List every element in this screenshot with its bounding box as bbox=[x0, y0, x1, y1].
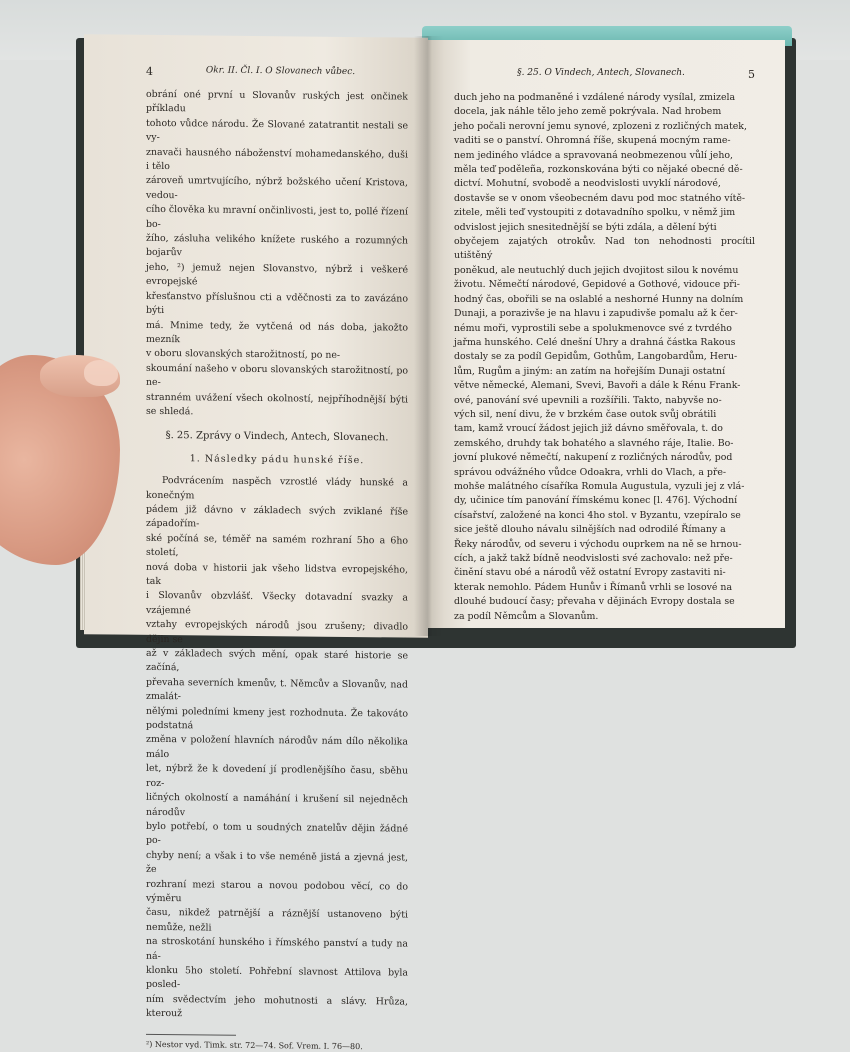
text-line: nová doba v historii jak všeho lidstva evropejského, tak bbox=[146, 561, 408, 588]
text-line: jeho počali nerovní jemu synové, zplozeni z rozličných matek, bbox=[454, 120, 747, 132]
text-line: stranném uvážení všech okolností, nejpříhodnější býti se shledá. bbox=[146, 391, 408, 418]
text-line: má. Mnime tedy, že vytčená od nás doba, jakožto mezník bbox=[146, 319, 408, 346]
text-line: jovní plukové němečtí, nakupení z rozličných národův, pod bbox=[454, 452, 733, 464]
left-page-text bbox=[146, 88, 408, 1024]
text-line: větve německé, Alemani, Svevi, Bavoři a dále k Rénu Frank- bbox=[454, 380, 741, 392]
text-line: vých sil, není divu, že v brzkém čase outok svůj obrátili bbox=[454, 408, 717, 420]
left-page bbox=[84, 34, 428, 1051]
text-line: dostaly se za podíl Gepidům, Gothům, Langobardům, Heru- bbox=[454, 351, 738, 363]
right-page bbox=[428, 40, 785, 628]
text-line: za podíl Němcům a Slovanům. bbox=[454, 610, 599, 622]
text-line: tam, kamž vroucí žádost jejich již dávno směřovala, t. do bbox=[454, 423, 723, 435]
text-line: bylo potřebí, o tom u soudných znatelův dějin žádné po- bbox=[146, 820, 408, 847]
text-line: ním svědectvím jeho mohutnosti a slávy. Hrůza, kterouž bbox=[146, 993, 408, 1020]
text-line: tohoto vůdce národu. Že Slované zatatrantit nestali se vy- bbox=[146, 117, 408, 144]
text-line: až v základech svých mění, opak staré historie se začíná, bbox=[146, 647, 408, 674]
text-line: docela, jak náhle tělo jeho země pokrývala. Nad hrobem bbox=[454, 106, 722, 118]
text-line: znavači hausného náboženství mohamedanského, duši i tělo bbox=[146, 146, 408, 173]
text-line: obrání oné první u Slovanův ruských jest ončinek příkladu bbox=[146, 88, 408, 115]
subsection-title: 1. Následky pádu hunské říše. bbox=[189, 453, 365, 466]
text-line: nělými poledními kmeny jest rozhodnuta. Že takováto podstatná bbox=[146, 705, 408, 732]
text-line: dy, učinice tím panování římskému konec [l. 476]. Východní bbox=[454, 495, 738, 507]
text-line: ličných okolností a namáhání i krušení sil nejedněch národův bbox=[146, 791, 408, 818]
right-running-head: §. 25. O Vindech, Antech, Slovanech. bbox=[517, 68, 685, 78]
text-line: kterak nemohlo. Pádem Hunův i Římanů vrhli se losové na bbox=[454, 581, 733, 593]
right-page-text bbox=[454, 91, 755, 624]
text-line: Dunaji, a porazivše je na hlavu i zapudivše pomalu až k čer- bbox=[454, 308, 738, 320]
text-line: sice ještě dlouho návalu silnějších nad odrodilé Římany a bbox=[454, 524, 726, 536]
text-line: Podvrácením naspěch vzrostlé vlády hunské a konečným bbox=[146, 475, 408, 501]
thumbnail-nail bbox=[84, 360, 118, 386]
text-line: dlouhé budoucí časy; převaha v dějinách Evropy dostala se bbox=[454, 596, 735, 608]
text-line: dostavše se v onom všeobecném davu pod moc statného vítě- bbox=[454, 192, 746, 204]
text-line: chyby není; a však i to vše neméně jistá a zjevná jest, že bbox=[146, 849, 408, 876]
left-text-body bbox=[146, 474, 408, 1024]
text-line: jeho, ²) jemuž nejen Slovanstvo, nýbrž i veškeré evropejské bbox=[146, 261, 408, 288]
footnote: ²) Nestor vyd. Timk. str. 72—74. Sof. Vrem. I. 76—80. bbox=[146, 1039, 363, 1051]
right-page-header bbox=[454, 68, 755, 81]
text-line: Řeky národův, od severu i východu ouprkem na ně se hrnou- bbox=[454, 538, 742, 550]
left-page-header bbox=[146, 65, 408, 81]
right-page-number: 5 bbox=[747, 68, 755, 81]
text-line: vztahy evropejských národů jsou zrušeny; divadlo dějin se bbox=[146, 619, 408, 645]
text-line: hodný čas, obořili se na oslablé a neshorné Hunny na dolním bbox=[454, 293, 744, 305]
text-line: zemského, druhdy tak bohatého a slavného ráje, Italie. Bo- bbox=[454, 437, 734, 449]
footnote-rule bbox=[146, 1033, 236, 1035]
text-line: životu. Němečtí národové, Gepidové a Gothové, vidouce při- bbox=[454, 279, 740, 291]
text-line: času, nikdež patrnější a ráznější ustanoveno býti nemůže, nežli bbox=[146, 907, 408, 934]
text-line: jařma hunského. Celé dnešní Uhry a drahná částka Rakous bbox=[454, 336, 736, 348]
text-line: odvislost jejich snesitednější se býti zdála, a dělení býti bbox=[454, 221, 717, 233]
text-line: nému moři, vyprostili sebe a spolukmenovce své z tvrdého bbox=[454, 322, 732, 334]
text-line: žího, zásluha velikého knížete ruského a rozumných bojarův bbox=[146, 232, 408, 259]
text-line: mohše malátného císaříka Romula Augustula, vyzuli jej z vlá- bbox=[454, 480, 745, 492]
left-text-top bbox=[146, 88, 408, 422]
text-line: skoumání našeho v oboru slovanských starožitností, po ne- bbox=[146, 362, 408, 389]
text-line: křesťanstvo příslušnou cti a vděčnosti za to zavázáno býti bbox=[146, 290, 408, 317]
text-line: císařství, založené na konci 4ho stol. v Byzantu, vzepíralo se bbox=[454, 509, 741, 521]
text-line: převaha severních kmenův, t. Němcův a Slovanův, nad zmalát- bbox=[146, 676, 408, 703]
text-line: duch jeho na podmaněné i vzdálené národy vysílal, zmizela bbox=[454, 92, 736, 103]
text-line: vaditi se o panství. Ohromná říše, skupená mocným rame- bbox=[454, 135, 731, 147]
text-line: měla teď poděleña, rozkonskována býti co nějaké obecné dě- bbox=[454, 164, 743, 176]
text-line: let, nýbrž že k dovedení jí prodlenějšího času, sběhu roz- bbox=[146, 763, 408, 789]
text-line: rozhraní mezi starou a novou podobou věcí, co do výměru bbox=[146, 878, 408, 905]
text-line: zitele, měli teď vystoupiti z dotavadního spolku, v němž jim bbox=[454, 207, 736, 219]
text-line: v oboru slovanských starožitností, po ne- bbox=[146, 348, 341, 362]
text-line: zároveň umrtvujícího, nýbrž božského učení Kristova, vedou- bbox=[146, 175, 408, 202]
text-line: dictví. Mohutní, svobodě a neodvislosti uvyklí národové, bbox=[454, 178, 721, 190]
text-line: změna v položení hlavních národův nám dílo několika málo bbox=[146, 734, 408, 760]
text-line: i Slovanův obzvlášť. Všecky dotavadní svazky a vzájemné bbox=[146, 590, 408, 617]
left-page-number: 4 bbox=[146, 64, 153, 78]
text-line: obyčejem zajatých otrokův. Nad ton nehodnosti procítil utištěný bbox=[454, 236, 755, 262]
text-line: ové, panování své upevnili a rozšířili. Takto, nabyvše no- bbox=[454, 394, 722, 406]
text-line: klonku 5ho století. Pohřební slavnost Attilova byla posled- bbox=[146, 964, 408, 991]
text-line: pádem již dávno v základech svých zviklané říše západořím- bbox=[146, 503, 408, 530]
section-title: §. 25. Zprávy o Vindech, Antech, Slovanech. bbox=[165, 430, 389, 444]
text-line: činění stavu obé a národů věž ostatní Evropy zastaviti ni- bbox=[454, 567, 726, 579]
text-line: ské počíná se, téměř na samém rozhraní 5ho a 6ho století, bbox=[146, 532, 408, 559]
text-line: správou odvážného vůdce Odoakra, vrhli do Vlach, a pře- bbox=[454, 466, 727, 478]
text-line: poněkud, ale neutuchlý duch jejich dvojitost silou k novému bbox=[454, 264, 739, 276]
text-line: lům, Rugům a jiným: an zatím na hořejším Dunaji ostatní bbox=[454, 365, 726, 377]
text-line: nem jediného vládce a spravovaná neobmezenou vůlí jeho, bbox=[454, 149, 733, 161]
text-line: cího člověka ku mravní ončinlivosti, jest to, pollé řízení bo- bbox=[146, 204, 408, 230]
left-running-head: Okr. II. Čl. I. O Slovanech vůbec. bbox=[205, 65, 356, 78]
text-line: cích, a jakž takž bídně neodvislosti své zachovalo: než pře- bbox=[454, 553, 733, 564]
text-line: na stroskotání hunského i římského panství a tudy na ná- bbox=[146, 936, 408, 962]
